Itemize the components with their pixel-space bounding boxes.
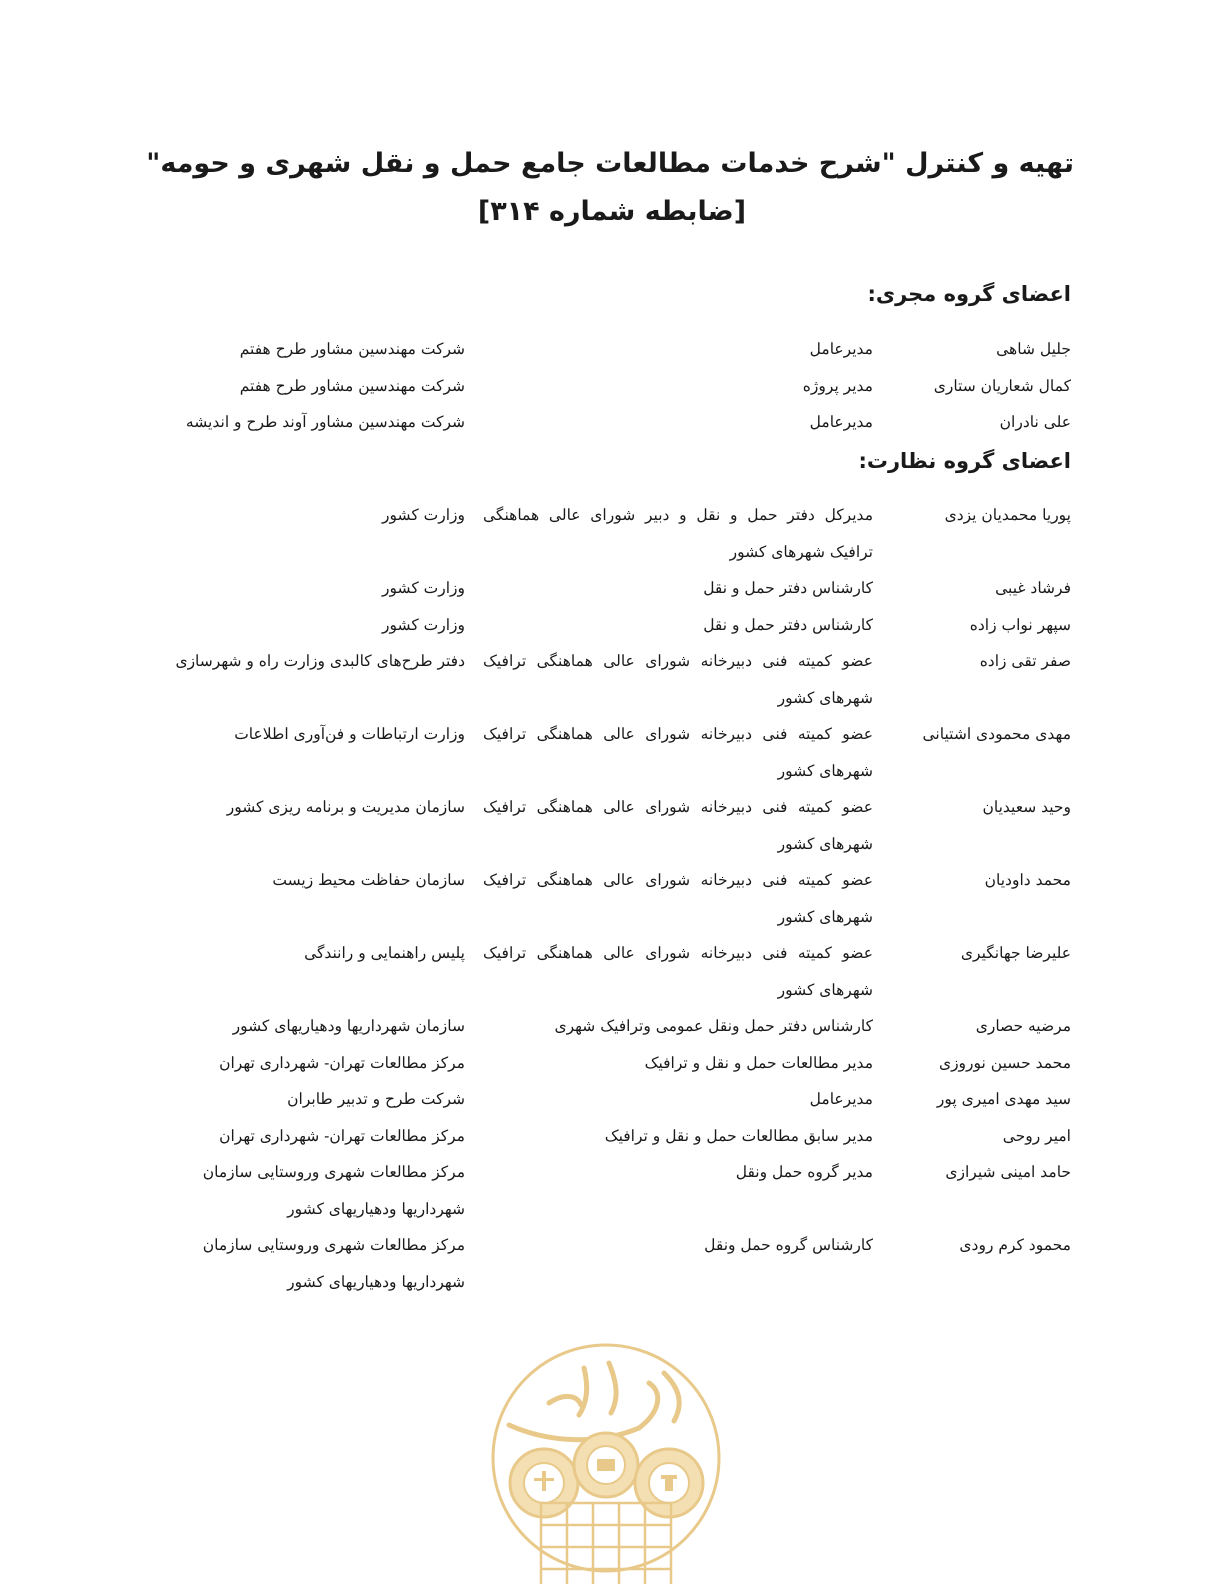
member-row [151,789,1071,862]
member-name: امیر روحی [1002,1126,1071,1145]
member-name: علیرضا جهانگیری [960,944,1071,962]
member-role: عضو کمیته فنی دبیرخانه شورای عالی هماهنگی ترافیک شهرهای کشور [483,871,873,926]
supervision-group-heading: اعضای گروه نظارت: [858,449,1071,473]
member-row [151,404,1071,441]
supervision-group-list [151,497,1071,1300]
member-role: مدیرکل دفتر حمل و نقل و دبیر شورای عالی هماهنگی ترافیک شهرهای کشور [483,506,873,561]
member-organization: مرکز مطالعات تهران- شهرداری تهران [219,1053,465,1072]
executive-group-heading: اعضای گروه مجری: [867,282,1071,306]
member-row [151,643,1071,716]
member-role: مدیرعامل [809,340,873,358]
member-row [151,607,1071,644]
title-line-2: [ضابطه شماره ۳۱۴] [477,196,747,227]
member-organization: شرکت مهندسین مشاور آوند طرح و اندیشه [185,413,465,431]
member-name: علی نادران [999,413,1071,431]
member-row [151,1154,1071,1227]
member-role: کارشناس دفتر حمل ونقل عمومی وترافیک شهری [554,1017,873,1035]
member-role: مدیر مطالعات حمل و نقل و ترافیک [644,1053,873,1072]
member-organization: پلیس راهنمایی و رانندگی [304,944,465,962]
member-name: سپهر نواب زاده [969,615,1071,634]
member-organization: دفتر طرح‌های کالبدی وزارت راه و شهرسازی [175,652,465,670]
member-name: جلیل شاهی [996,340,1071,358]
member-organization: شرکت مهندسین مشاور طرح هفتم [239,340,465,358]
member-role: کارشناس دفتر حمل و نقل [703,615,873,634]
member-row [151,1227,1071,1300]
member-name: وحید سعیدیان [982,798,1071,816]
seal-logo-graphic [489,1333,724,1584]
executive-group-list [151,331,1071,441]
member-organization: سازمان شهرداریها ودهیاریهای کشور [232,1017,465,1035]
member-row [151,716,1071,789]
member-row [151,1118,1071,1155]
member-name: محمد داودیان [984,871,1071,889]
member-row [151,1008,1071,1045]
member-organization: وزارت کشور [382,506,465,524]
member-organization: سازمان مدیریت و برنامه ریزی کشور [226,798,465,816]
member-name: فرشاد غیبی [995,579,1071,597]
member-name: مهدی محمودی اشتیانی [922,725,1071,743]
member-name: محمود کرم رودی [959,1236,1071,1254]
document-title [146,140,1074,236]
member-organization: مرکز مطالعات تهران- شهرداری تهران [219,1126,465,1145]
member-role: مدیرعامل [809,413,873,431]
member-role: مدیرعامل [809,1090,873,1108]
member-organization: مرکز مطالعات شهری وروستایی سازمان شهرداریها ودهیاریهای کشور [202,1163,465,1218]
member-row [151,368,1071,405]
member-organization: شرکت مهندسین مشاور طرح هفتم [239,376,465,395]
member-role: عضو کمیته فنی دبیرخانه شورای عالی هماهنگی ترافیک شهرهای کشور [483,652,873,707]
member-name: سید مهدی امیری پور [936,1090,1071,1108]
member-row [151,935,1071,1008]
member-organization: سازمان حفاظت محیط زیست [272,871,465,889]
member-row [151,497,1071,570]
member-role: کارشناس دفتر حمل و نقل [703,579,873,597]
member-organization: وزارت ارتباطات و فن‌آوری اطلاعات [234,725,465,743]
member-name: پوریا محمدیان یزدی [944,506,1071,524]
member-organization: مرکز مطالعات شهری وروستایی سازمان شهرداریها ودهیاریهای کشور [202,1236,465,1291]
member-organization: وزارت کشور [382,615,465,634]
member-name: محمد حسین نوروزی [938,1053,1071,1072]
member-role: عضو کمیته فنی دبیرخانه شورای عالی هماهنگی ترافیک شهرهای کشور [483,798,873,853]
member-role: عضو کمیته فنی دبیرخانه شورای عالی هماهنگی ترافیک شهرهای کشور [483,944,873,999]
title-line-1: تهیه و کنترل "شرح خدمات مطالعات جامع حمل و نقل شهری و حومه" [146,148,1074,179]
member-name: کمال شعاریان ستاری [933,376,1071,395]
member-row [151,1081,1071,1118]
member-role: عضو کمیته فنی دبیرخانه شورای عالی هماهنگی ترافیک شهرهای کشور [483,725,873,780]
member-role: کارشناس گروه حمل ونقل [704,1236,873,1254]
member-row [151,570,1071,607]
member-organization: شرکت طرح و تدبیر طابران [287,1090,465,1108]
member-role: مدیر گروه حمل ونقل [735,1163,873,1181]
member-organization: وزارت کشور [382,579,465,597]
member-row [151,1045,1071,1082]
member-role: مدیر سابق مطالعات حمل و نقل و ترافیک [604,1126,873,1145]
member-name: مرضیه حصاری [975,1017,1071,1035]
seal-logo [489,1333,724,1584]
member-name: صفر تقی زاده [979,652,1071,670]
member-row [151,862,1071,935]
member-role: مدیر پروژه [802,376,873,395]
member-name: حامد امینی شیرازی [945,1163,1071,1181]
member-row [151,331,1071,368]
